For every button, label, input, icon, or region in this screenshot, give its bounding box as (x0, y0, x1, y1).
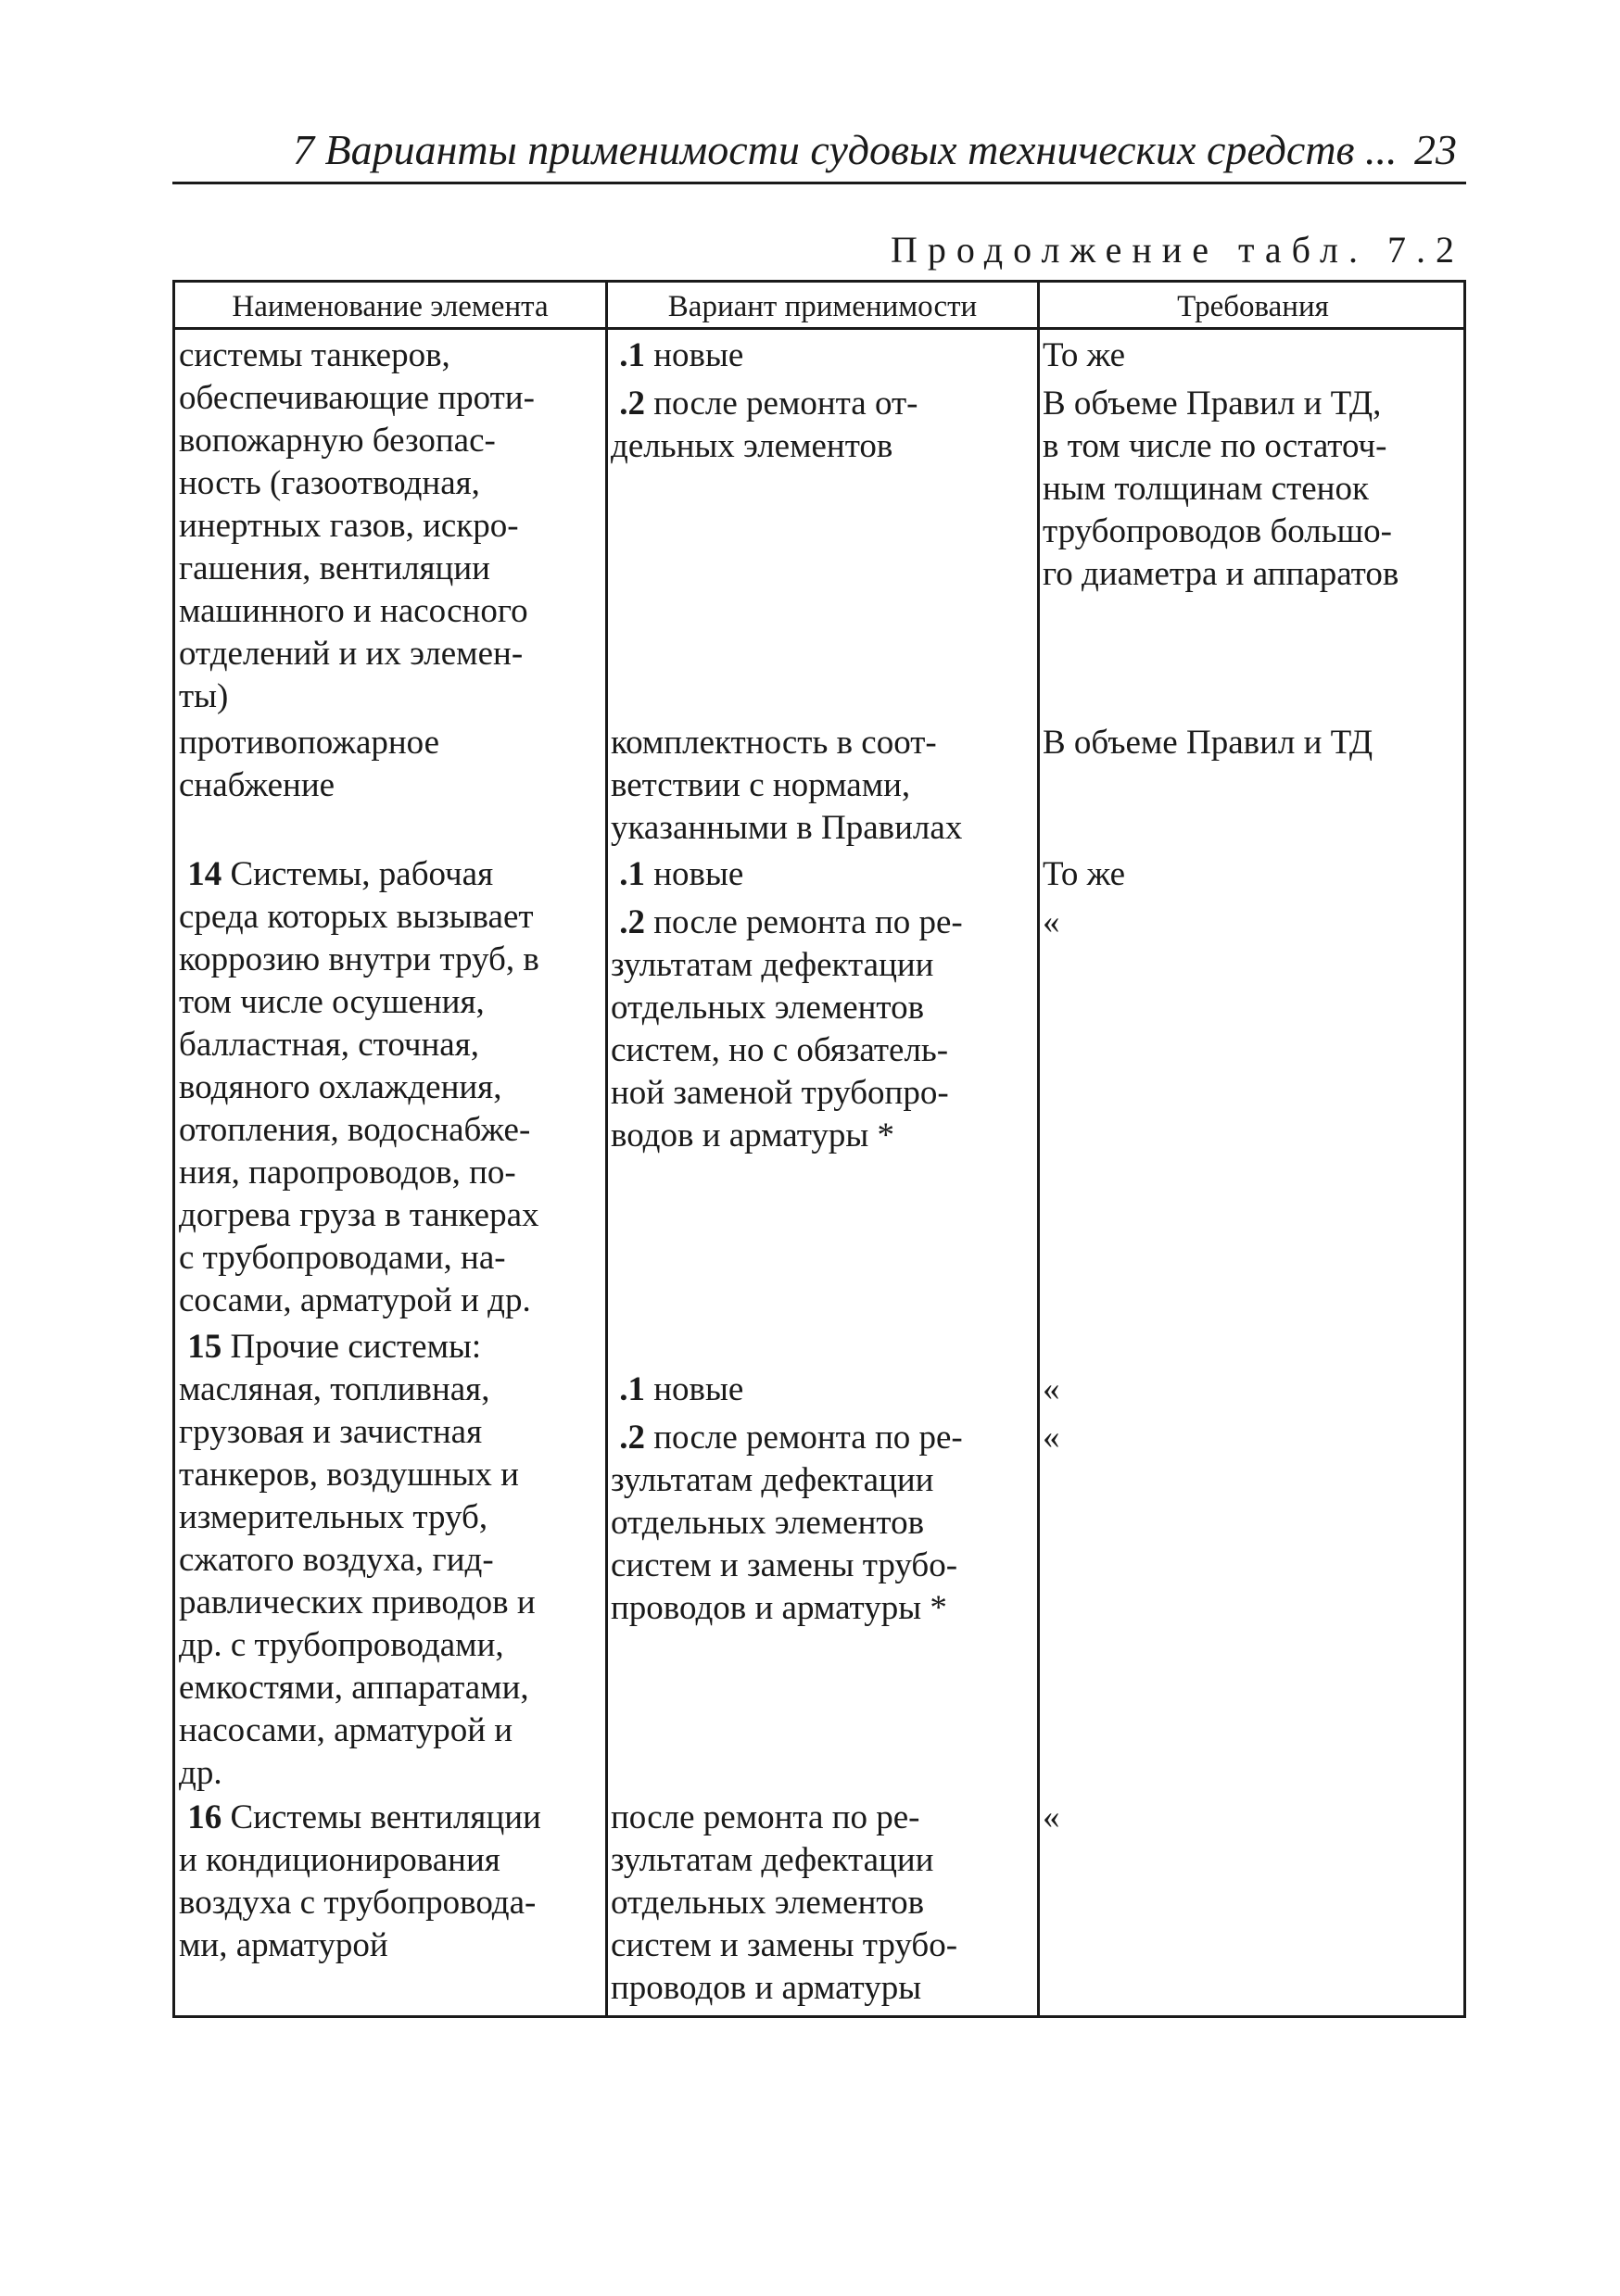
column-divider (1037, 283, 1040, 2015)
row-2-variant-2: .2 после ремонта по ре- зультатам дефектации отдельных элементов систем, но с обязатель- ной заменой трубопро- водов и арматуры * (611, 903, 963, 1154)
requirements-table (172, 280, 1466, 2018)
row-3-variant-1: .1 новые (619, 1370, 744, 1408)
row-3-variant-2: .2 после ремонта по ре- зультатам дефектации отдельных элементов систем и замены трубо- проводов и арматуры * (611, 1419, 963, 1627)
row-0-variant-1: .1 новые (619, 336, 744, 374)
column-divider (605, 283, 608, 2015)
row-1-variant: комплектность в соот- ветствии с нормами, указанными в Правилах (611, 724, 963, 847)
row-2-requirement-1: То же (1043, 855, 1126, 893)
column-header-variant: Вариант применимости (667, 290, 978, 323)
row-2-requirement-2: « (1043, 903, 1060, 941)
row-0-element: системы танкеров, обеспечивающие проти- вопожарную безопас- ность (газоотводная, инертных газов, искро- гашения, вентиляции машинного и насосного отделений и их элемен- ты) (179, 336, 535, 715)
column-header-element: Наименование элемента (232, 290, 549, 323)
row-4-element: 16 Системы вентиляции и кондиционирования воздуха с трубопровода- ми, арматурой (179, 1798, 541, 1964)
running-title: 7 Варианты применимости судовых технических средств ... (293, 126, 1398, 173)
page-number: 23 (1414, 126, 1457, 173)
running-header (172, 128, 1466, 184)
row-3-element: 15 Прочие системы: масляная, топливная, грузовая и зачистная танкеров, воздушных и измерительных труб, сжатого воздуха, гид- равлических приводов и др. с трубопроводами, емкостями, аппаратами, насосами, арматурой и др. (179, 1328, 536, 1792)
row-3-requirement-1: « (1043, 1370, 1060, 1408)
row-0-requirement-2: В объеме Правил и ТД, в том числе по остаточ- ным толщинам стенок трубопроводов большо- го диаметра и аппаратов (1043, 385, 1399, 593)
row-0-variant-2: .2 после ремонта от- дельных элементов (611, 385, 918, 465)
row-2-element: 14 Системы, рабочая среда которых вызывает коррозию внутри труб, в том числе осушения, балластная, сточная, водяного охлаждения, отопления, водоснабже- ния, паропроводов, по- догрева груза в танкерах с трубопроводами, на- сосами, арматурой и др. (179, 855, 539, 1319)
header-divider (175, 327, 1463, 330)
row-3-requirement-2: « (1043, 1419, 1060, 1457)
table-continuation-label: Продолжение табл. 7.2 (891, 229, 1464, 271)
row-2-variant-1: .1 новые (619, 855, 744, 893)
row-0-requirement-1: То же (1043, 336, 1126, 374)
row-1-requirement: В объеме Правил и ТД (1043, 724, 1373, 762)
row-4-variant: после ремонта по ре- зультатам дефектации отдельных элементов систем и замены трубо- проводов и арматуры (611, 1798, 958, 2007)
row-1-element: противопожарное снабжение (179, 724, 440, 804)
row-4-requirement: « (1043, 1798, 1060, 1836)
column-header-requirements: Требования (1177, 290, 1329, 323)
